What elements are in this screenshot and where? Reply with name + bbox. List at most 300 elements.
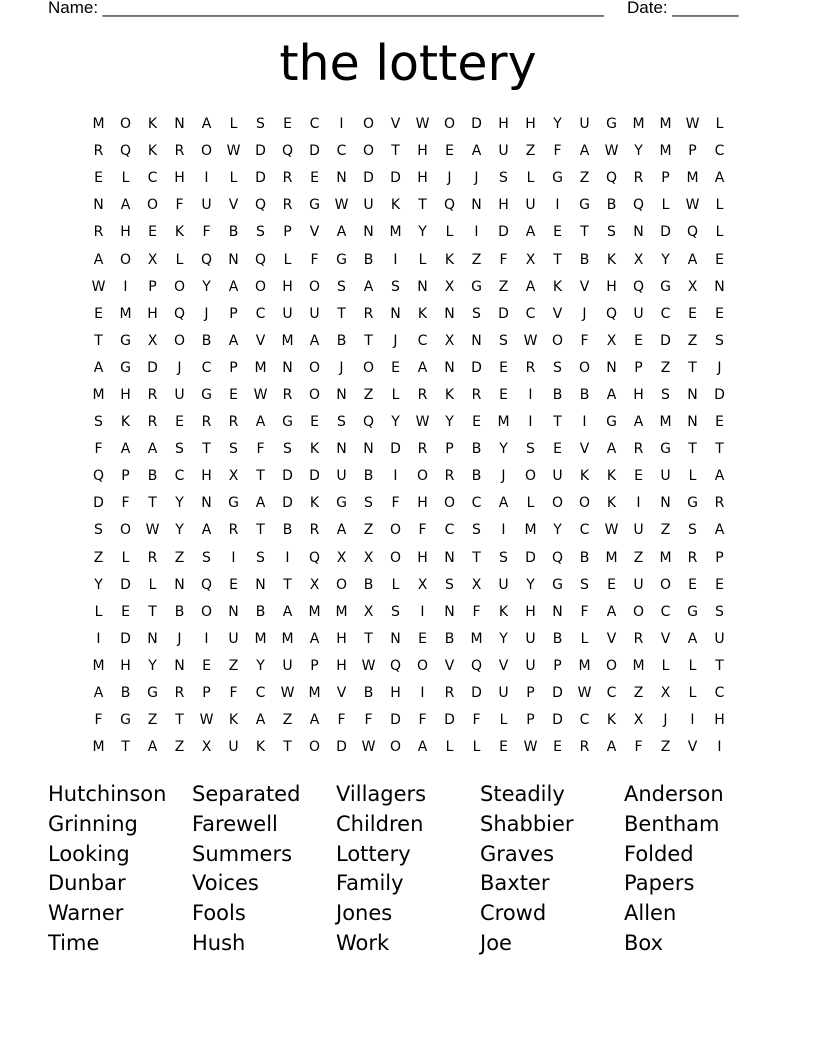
grid-letter: F <box>472 712 481 729</box>
grid-letter: R <box>228 414 239 431</box>
grid-letter: I <box>474 224 479 241</box>
grid-letter: V <box>444 657 455 674</box>
word-bank-item: Lottery <box>336 841 411 866</box>
grid-letter: X <box>309 576 320 593</box>
grid-row <box>85 572 733 599</box>
grid-letter: A <box>255 712 266 729</box>
grid-letter: E <box>607 576 616 593</box>
grid-letter: W <box>604 522 619 539</box>
word-bank-item: Children <box>336 811 424 836</box>
grid-letter: S <box>688 522 697 539</box>
grid-letter: S <box>472 305 481 322</box>
grid-letter: X <box>417 576 428 593</box>
grid-letter: D <box>255 170 266 187</box>
grid-letter: S <box>499 170 508 187</box>
grid-letter: R <box>363 305 374 322</box>
grid-letter: O <box>119 522 132 539</box>
grid-letter: Z <box>579 170 590 187</box>
grid-letter: E <box>472 414 481 431</box>
grid-letter: A <box>201 116 212 133</box>
grid-letter: F <box>256 441 265 458</box>
grid-letter: H <box>174 170 185 187</box>
grid-letter: N <box>363 224 374 241</box>
grid-letter: M <box>524 522 537 539</box>
grid-letter: V <box>660 630 671 647</box>
grid-letter: N <box>444 603 455 620</box>
grid-letter: G <box>687 603 698 620</box>
grid-letter: Z <box>525 143 536 160</box>
word-bank-item: Family <box>336 871 404 896</box>
grid-letter: O <box>605 657 618 674</box>
grid-letter: F <box>364 712 373 729</box>
grid-letter: L <box>715 197 724 214</box>
grid-letter: P <box>202 685 211 702</box>
grid-letter: Z <box>633 685 644 702</box>
grid-letter: R <box>201 414 212 431</box>
grid-letter: B <box>444 630 455 647</box>
grid-letter: X <box>147 332 158 349</box>
grid-letter: F <box>418 712 427 729</box>
grid-letter: G <box>552 576 563 593</box>
grid-letter: C <box>660 305 671 322</box>
grid-letter: Z <box>660 522 671 539</box>
grid-letter: Q <box>119 143 132 160</box>
grid-letter: Y <box>256 657 265 674</box>
grid-letter: U <box>228 630 239 647</box>
word-bank-item: Hutchinson <box>48 782 167 806</box>
grid-letter: H <box>714 712 725 729</box>
grid-letter: S <box>445 576 454 593</box>
word-bank-item: Hush <box>192 930 246 955</box>
grid-letter: T <box>175 712 184 729</box>
grid-letter: G <box>228 495 239 512</box>
grid-letter: B <box>255 603 266 620</box>
grid-letter: J <box>177 359 182 376</box>
grid-letter: T <box>283 739 292 756</box>
grid-letter: D <box>525 549 536 566</box>
word-bank-item: Farewell <box>192 811 278 836</box>
grid-letter: W <box>253 386 268 403</box>
word-bank-item: Work <box>336 930 390 955</box>
grid-letter: M <box>335 603 348 620</box>
grid-letter: Q <box>443 197 456 214</box>
page-title: the lottery <box>279 35 537 92</box>
grid-letter: Z <box>660 359 671 376</box>
grid-letter: L <box>688 657 697 674</box>
grid-letter: C <box>579 522 590 539</box>
grid-letter: B <box>606 197 617 214</box>
grid-letter: P <box>715 549 724 566</box>
grid-letter: E <box>148 224 157 241</box>
grid-letter: J <box>663 712 668 729</box>
grid-letter: K <box>579 468 590 485</box>
grid-letter: L <box>121 549 130 566</box>
grid-letter: A <box>606 386 617 403</box>
word-bank <box>48 780 768 959</box>
grid-letter: M <box>470 630 483 647</box>
grid-letter: S <box>364 495 373 512</box>
grid-letter: D <box>552 712 563 729</box>
grid-letter: E <box>715 251 724 268</box>
grid-letter: K <box>228 712 239 729</box>
grid-letter: O <box>632 603 645 620</box>
grid-letter: G <box>471 278 482 295</box>
grid-letter: H <box>417 495 428 512</box>
grid-letter: F <box>94 441 103 458</box>
grid-row <box>85 219 733 246</box>
grid-letter: S <box>202 549 211 566</box>
grid-letter: Q <box>200 251 213 268</box>
grid-letter: G <box>120 359 131 376</box>
grid-letter: U <box>282 657 293 674</box>
grid-letter: J <box>447 170 452 187</box>
word-bank-item: Steadily <box>480 782 565 806</box>
grid-letter: N <box>552 603 563 620</box>
grid-letter: Q <box>281 143 294 160</box>
grid-letter: T <box>121 739 130 756</box>
grid-letter: Y <box>175 495 184 512</box>
word-bank-item: Separated <box>192 782 301 806</box>
grid-letter: N <box>336 441 347 458</box>
grid-letter: Z <box>633 549 644 566</box>
grid-letter: E <box>499 739 508 756</box>
grid-letter: S <box>472 522 481 539</box>
grid-letter: P <box>121 468 130 485</box>
grid-letter: A <box>417 739 428 756</box>
grid-letter: V <box>228 197 239 214</box>
grid-letter: E <box>553 739 562 756</box>
grid-letter: C <box>444 522 455 539</box>
grid-letter: A <box>147 441 158 458</box>
grid-letter: B <box>363 468 374 485</box>
grid-letter: M <box>686 170 699 187</box>
grid-letter: I <box>528 414 533 431</box>
word-bank-item: Warner <box>48 901 124 926</box>
grid-letter: S <box>661 386 670 403</box>
grid-letter: J <box>717 359 722 376</box>
grid-letter: N <box>687 414 698 431</box>
grid-letter: O <box>524 468 537 485</box>
grid-letter: L <box>121 170 130 187</box>
grid-letter: F <box>580 332 589 349</box>
grid-letter: L <box>418 251 427 268</box>
grid-letter: M <box>605 549 618 566</box>
grid-letter: X <box>363 549 374 566</box>
grid-letter: L <box>661 657 670 674</box>
grid-letter: U <box>498 143 509 160</box>
grid-letter: E <box>391 359 400 376</box>
grid-letter: S <box>175 441 184 458</box>
grid-letter: B <box>579 549 590 566</box>
grid-letter: I <box>717 739 722 756</box>
grid-letter: M <box>92 116 105 133</box>
grid-letter: P <box>553 657 562 674</box>
grid-letter: O <box>551 332 564 349</box>
grid-letter: U <box>714 630 725 647</box>
grid-letter: Q <box>632 197 645 214</box>
grid-letter: D <box>498 224 509 241</box>
grid-letter: R <box>282 386 293 403</box>
grid-letter: G <box>201 386 212 403</box>
grid-letter: C <box>201 359 212 376</box>
grid-letter: A <box>228 332 239 349</box>
grid-letter: M <box>92 386 105 403</box>
grid-letter: X <box>633 712 644 729</box>
grid-letter: E <box>121 603 130 620</box>
grid-letter: I <box>690 712 695 729</box>
grid-letter: W <box>361 657 376 674</box>
grid-letter: F <box>418 522 427 539</box>
grid-letter: N <box>660 495 671 512</box>
grid-letter: X <box>606 332 617 349</box>
grid-letter: R <box>282 197 293 214</box>
grid-row <box>85 192 733 219</box>
grid-row <box>85 165 733 192</box>
grid-letter: F <box>175 197 184 214</box>
grid-letter: H <box>525 603 536 620</box>
grid-letter: L <box>94 603 103 620</box>
grid-letter: K <box>444 386 455 403</box>
grid-letter: Q <box>551 549 564 566</box>
grid-letter: K <box>498 603 509 620</box>
grid-letter: E <box>94 170 103 187</box>
word-bank-item: Graves <box>480 841 555 866</box>
grid-letter: B <box>552 386 563 403</box>
grid-letter: L <box>688 685 697 702</box>
grid-letter: M <box>254 630 267 647</box>
grid-letter: B <box>579 386 590 403</box>
grid-letter: A <box>498 495 509 512</box>
grid-letter: U <box>363 197 374 214</box>
grid-letter: T <box>580 224 589 241</box>
grid-letter: W <box>226 143 241 160</box>
grid-letter: F <box>634 739 643 756</box>
grid-letter: Q <box>92 468 105 485</box>
grid-letter: A <box>255 414 266 431</box>
grid-letter: M <box>632 116 645 133</box>
grid-letter: W <box>577 685 592 702</box>
grid-letter: D <box>93 495 104 512</box>
grid-letter: L <box>391 386 400 403</box>
grid-letter: F <box>499 251 508 268</box>
grid-letter: L <box>445 739 454 756</box>
word-bank-item: Voices <box>192 871 259 896</box>
grid-letter: A <box>309 332 320 349</box>
grid-letter: M <box>308 685 321 702</box>
word-bank-item: Folded <box>624 841 694 866</box>
grid-letter: T <box>472 549 481 566</box>
grid-letter: U <box>309 305 320 322</box>
grid-letter: D <box>552 685 563 702</box>
grid-letter: T <box>553 251 562 268</box>
grid-letter: E <box>202 657 211 674</box>
grid-letter: A <box>606 739 617 756</box>
grid-letter: O <box>416 468 429 485</box>
grid-letter: H <box>336 630 347 647</box>
grid-letter: E <box>553 224 562 241</box>
grid-letter: A <box>93 251 104 268</box>
name-field-label: Name: _____________________________________________________ <box>48 0 604 17</box>
grid-letter: I <box>339 116 344 133</box>
grid-letter: U <box>633 522 644 539</box>
grid-letter: U <box>525 630 536 647</box>
grid-letter: G <box>120 332 131 349</box>
grid-letter: R <box>174 143 185 160</box>
grid-letter: G <box>660 441 671 458</box>
grid-letter: G <box>606 116 617 133</box>
grid-letter: S <box>283 441 292 458</box>
grid-letter: T <box>688 441 697 458</box>
grid-letter: Q <box>389 657 402 674</box>
grid-letter: K <box>606 251 617 268</box>
grid-letter: U <box>660 468 671 485</box>
grid-letter: K <box>309 495 320 512</box>
grid-letter: W <box>685 197 700 214</box>
grid-letter: D <box>471 359 482 376</box>
grid-letter: Q <box>173 305 186 322</box>
grid-letter: V <box>390 116 401 133</box>
grid-letter: O <box>173 278 186 295</box>
grid-row <box>85 382 733 409</box>
grid-letter: U <box>552 468 563 485</box>
grid-letter: I <box>501 522 506 539</box>
grid-letter: C <box>579 712 590 729</box>
grid-letter: E <box>175 414 184 431</box>
grid-letter: G <box>552 170 563 187</box>
grid-letter: F <box>310 251 319 268</box>
grid-letter: B <box>282 522 293 539</box>
grid-letter: O <box>308 278 321 295</box>
grid-letter: K <box>309 441 320 458</box>
grid-letter: I <box>420 603 425 620</box>
grid-letter: L <box>580 630 589 647</box>
grid-row <box>85 680 733 707</box>
grid-letter: P <box>229 359 238 376</box>
grid-letter: D <box>390 170 401 187</box>
grid-letter: I <box>204 630 209 647</box>
word-bank-item: Crowd <box>480 901 547 926</box>
grid-letter: A <box>525 224 536 241</box>
grid-letter: P <box>148 278 157 295</box>
grid-letter: Y <box>175 522 184 539</box>
grid-letter: S <box>499 549 508 566</box>
grid-letter: Q <box>200 576 213 593</box>
grid-row <box>85 301 733 328</box>
grid-letter: B <box>201 332 212 349</box>
grid-letter: Q <box>470 657 483 674</box>
grid-letter: A <box>93 359 104 376</box>
grid-letter: E <box>688 576 697 593</box>
grid-letter: N <box>363 441 374 458</box>
grid-letter: H <box>120 657 131 674</box>
grid-letter: P <box>526 685 535 702</box>
word-bank-item: Time <box>48 930 100 955</box>
grid-letter: A <box>147 739 158 756</box>
grid-letter: S <box>337 414 346 431</box>
grid-letter: A <box>336 522 347 539</box>
grid-letter: E <box>634 468 643 485</box>
grid-letter: M <box>92 739 105 756</box>
grid-letter: M <box>578 657 591 674</box>
grid-letter: G <box>120 712 131 729</box>
word-bank-item: Summers <box>192 841 293 866</box>
grid-letter: R <box>417 441 428 458</box>
grid-letter: R <box>282 170 293 187</box>
grid-letter: G <box>147 685 158 702</box>
word-bank-item: Looking <box>48 841 130 866</box>
grid-letter: J <box>582 305 587 322</box>
grid-letter: R <box>633 170 644 187</box>
grid-letter: E <box>715 305 724 322</box>
grid-letter: V <box>336 685 347 702</box>
grid-letter: L <box>715 224 724 241</box>
grid-letter: R <box>633 630 644 647</box>
date-field-label: Date: _______ <box>627 0 739 17</box>
grid-letter: U <box>282 305 293 322</box>
word-bank-item: Allen <box>624 901 677 926</box>
grid-letter: C <box>174 468 185 485</box>
grid-letter: D <box>282 495 293 512</box>
grid-letter: I <box>231 549 236 566</box>
grid-letter: L <box>499 712 508 729</box>
grid-letter: L <box>715 116 724 133</box>
grid-letter: T <box>148 495 157 512</box>
grid-letter: V <box>579 278 590 295</box>
grid-letter: N <box>633 224 644 241</box>
grid-letter: B <box>363 685 374 702</box>
grid-letter: E <box>445 143 454 160</box>
grid-letter: D <box>309 143 320 160</box>
grid-letter: T <box>688 359 697 376</box>
grid-letter: R <box>228 522 239 539</box>
grid-letter: J <box>339 359 344 376</box>
grid-letter: C <box>147 170 158 187</box>
grid-letter: B <box>552 630 563 647</box>
grid-letter: P <box>526 712 535 729</box>
grid-letter: O <box>362 143 375 160</box>
grid-letter: S <box>256 116 265 133</box>
grid-letter: A <box>282 603 293 620</box>
grid-letter: M <box>92 657 105 674</box>
grid-letter: V <box>579 441 590 458</box>
grid-letter: K <box>606 495 617 512</box>
grid-letter: Q <box>632 278 645 295</box>
grid-letter: N <box>390 630 401 647</box>
grid-letter: X <box>633 251 644 268</box>
grid-letter: O <box>254 278 267 295</box>
grid-letter: K <box>255 739 266 756</box>
grid-letter: U <box>579 116 590 133</box>
grid-letter: H <box>525 116 536 133</box>
grid-letter: Y <box>148 657 157 674</box>
grid-letter: Z <box>687 332 698 349</box>
grid-letter: N <box>174 657 185 674</box>
grid-letter: S <box>256 549 265 566</box>
grid-letter: I <box>204 170 209 187</box>
grid-letter: N <box>390 305 401 322</box>
grid-letter: I <box>528 386 533 403</box>
grid-letter: A <box>606 441 617 458</box>
grid-letter: L <box>148 576 157 593</box>
grid-letter: S <box>391 603 400 620</box>
grid-letter: U <box>498 685 509 702</box>
grid-letter: Y <box>94 576 103 593</box>
grid-letter: U <box>633 576 644 593</box>
grid-letter: A <box>525 278 536 295</box>
grid-letter: C <box>525 305 536 322</box>
grid-letter: K <box>417 305 428 322</box>
grid-letter: D <box>336 739 347 756</box>
